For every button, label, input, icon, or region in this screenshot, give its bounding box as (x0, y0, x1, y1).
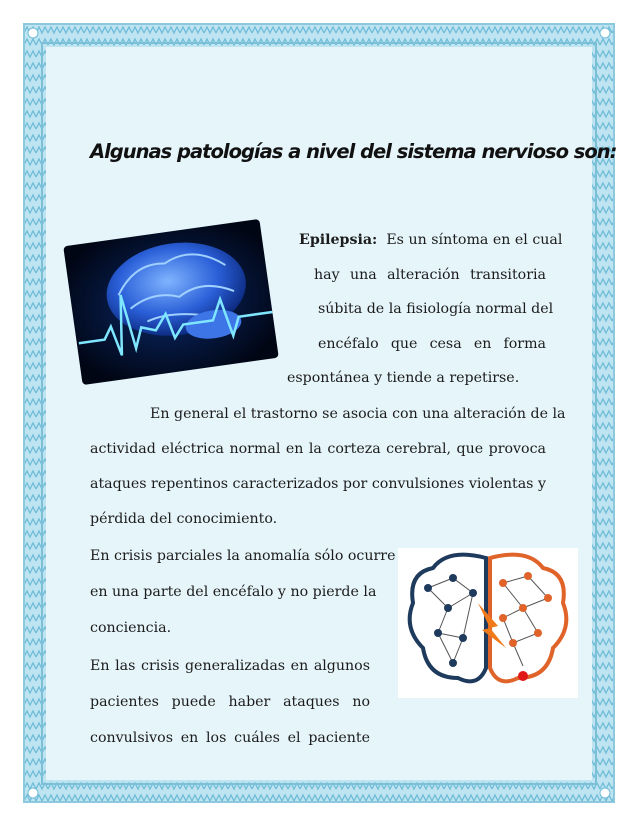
epilepsy-text-1: Es un síntoma en el cual (386, 232, 563, 248)
paragraph-general-line-4: pérdida del conocimiento. (90, 511, 278, 527)
epilepsy-line-5: espontánea y tiende a repetirse. (287, 370, 520, 386)
paragraph-general (90, 403, 566, 530)
network-brain-image (398, 548, 578, 698)
paragraph-general-line-3: ataques repentinos caracterizados por convulsiones violentas y (90, 476, 546, 492)
page-title: Algunas patologías a nivel del sistema nervioso son: (90, 140, 617, 163)
paragraph-general-line-1: En general el trastorno se asocia con una alteración de la (150, 406, 566, 422)
paragraph-general-line-2: actividad eléctrica normal en la corteza cerebral, que provoca (90, 441, 546, 457)
paragraph-partial (90, 545, 396, 639)
epilepsy-line-4: encéfalo que cesa en forma (318, 336, 546, 352)
epilepsy-label: Epilepsia: (299, 232, 378, 248)
paragraph-partial-line-2: en una parte del encéfalo y no pierde la (90, 584, 377, 600)
paragraph-generalized (90, 655, 370, 749)
epilepsy-line-1 (299, 229, 563, 251)
paragraph-partial-line-3: conciencia. (90, 620, 172, 636)
brain-ekg-image (60, 218, 282, 386)
paragraph-generalized-line-1: En las crisis generalizadas en algunos (90, 658, 370, 674)
paragraph-partial-line-1: En crisis parciales la anomalía sólo ocurre (90, 548, 396, 564)
epilepsy-line-2: hay una alteración transitoria (314, 267, 546, 283)
paragraph-generalized-line-2: pacientes puede haber ataques no (90, 694, 370, 710)
epilepsy-line-3: súbita de la fisiología normal del (318, 301, 554, 317)
paragraph-generalized-line-3: convulsivos en los cuáles el paciente (90, 730, 370, 746)
